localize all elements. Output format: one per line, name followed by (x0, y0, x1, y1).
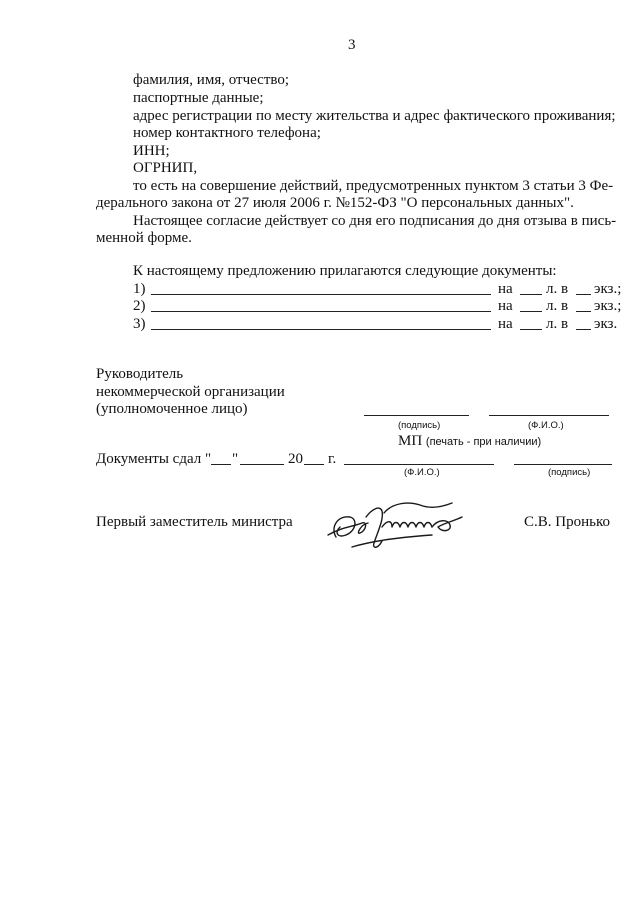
handover-sign-line (514, 464, 612, 465)
blank-line (576, 294, 591, 295)
blank-line (520, 294, 542, 295)
row-na: на (498, 281, 513, 297)
list-item: номер контактного телефона; (133, 125, 321, 141)
row-na: на (498, 298, 513, 314)
month-line (240, 464, 284, 465)
handover-fio-caption: (Ф.И.О.) (404, 467, 440, 478)
signatory-title: некоммерческой организации (96, 384, 285, 400)
blank-line (151, 311, 491, 312)
paragraph-line: менной форме. (96, 230, 192, 246)
blank-line (576, 311, 591, 312)
quote-open: " (205, 451, 212, 467)
fio-caption: (Ф.И.О.) (528, 420, 564, 431)
list-item: адрес регистрации по месту жительства и адрес фактического проживания; (133, 108, 616, 124)
row-ex: экз.; (594, 298, 622, 314)
attachments-intro: К настоящему предложению прилагаются следующие документы: (133, 263, 557, 279)
row-number: 1) (133, 281, 146, 297)
quote-close: " (232, 451, 239, 467)
paragraph-line: то есть на совершение действий, предусмотренных пунктом 3 статьи 3 Фе- (133, 178, 614, 194)
handover-sign-caption: (подпись) (548, 467, 591, 478)
page-number: 3 (348, 37, 356, 53)
handwritten-signature (322, 497, 472, 557)
stamp-label (398, 432, 541, 451)
blank-line (576, 329, 591, 330)
row-ex: экз.; (594, 281, 622, 297)
fio-line (489, 415, 609, 416)
signature-caption: (подпись) (398, 420, 441, 431)
signature-line (364, 415, 469, 416)
year-line (304, 464, 324, 465)
footer-position: Первый заместитель министра (96, 514, 293, 530)
row-l: л. в (546, 298, 569, 314)
row-na: на (498, 316, 513, 332)
attachment-row (133, 280, 622, 298)
list-item: паспортные данные; (133, 90, 264, 106)
row-l: л. в (546, 281, 569, 297)
row-number: 3) (133, 316, 146, 332)
footer-name: С.В. Пронько (524, 514, 610, 530)
attachment-row (133, 297, 622, 315)
handover-label: Документы сдал (96, 451, 202, 467)
list-item: фамилия, имя, отчество; (133, 72, 290, 88)
paragraph-line: Настоящее согласие действует со дня его подписания до дня отзыва в пись- (133, 213, 617, 229)
row-number: 2) (133, 298, 146, 314)
signatory-title: Руководитель (96, 366, 184, 382)
paragraph-line: дерального закона от 27 июля 2006 г. №152-ФЗ "О персональных данных". (96, 195, 574, 211)
list-item: ИНН; (133, 143, 170, 159)
list-item: ОГРНИП, (133, 160, 198, 176)
year-prefix: 20 (288, 451, 303, 467)
day-line (211, 464, 231, 465)
handover-fio-line (344, 464, 494, 465)
blank-line (151, 329, 491, 330)
blank-line (151, 294, 491, 295)
row-ex: экз. (594, 316, 618, 332)
attachment-row (133, 315, 618, 333)
year-suffix: г. (328, 451, 337, 467)
blank-line (520, 329, 542, 330)
signatory-title: (уполномоченное лицо) (96, 401, 248, 417)
row-l: л. в (546, 316, 569, 332)
stamp-note: (печать - при наличии) (425, 436, 542, 448)
stamp-mp: МП (398, 433, 423, 449)
blank-line (520, 311, 542, 312)
